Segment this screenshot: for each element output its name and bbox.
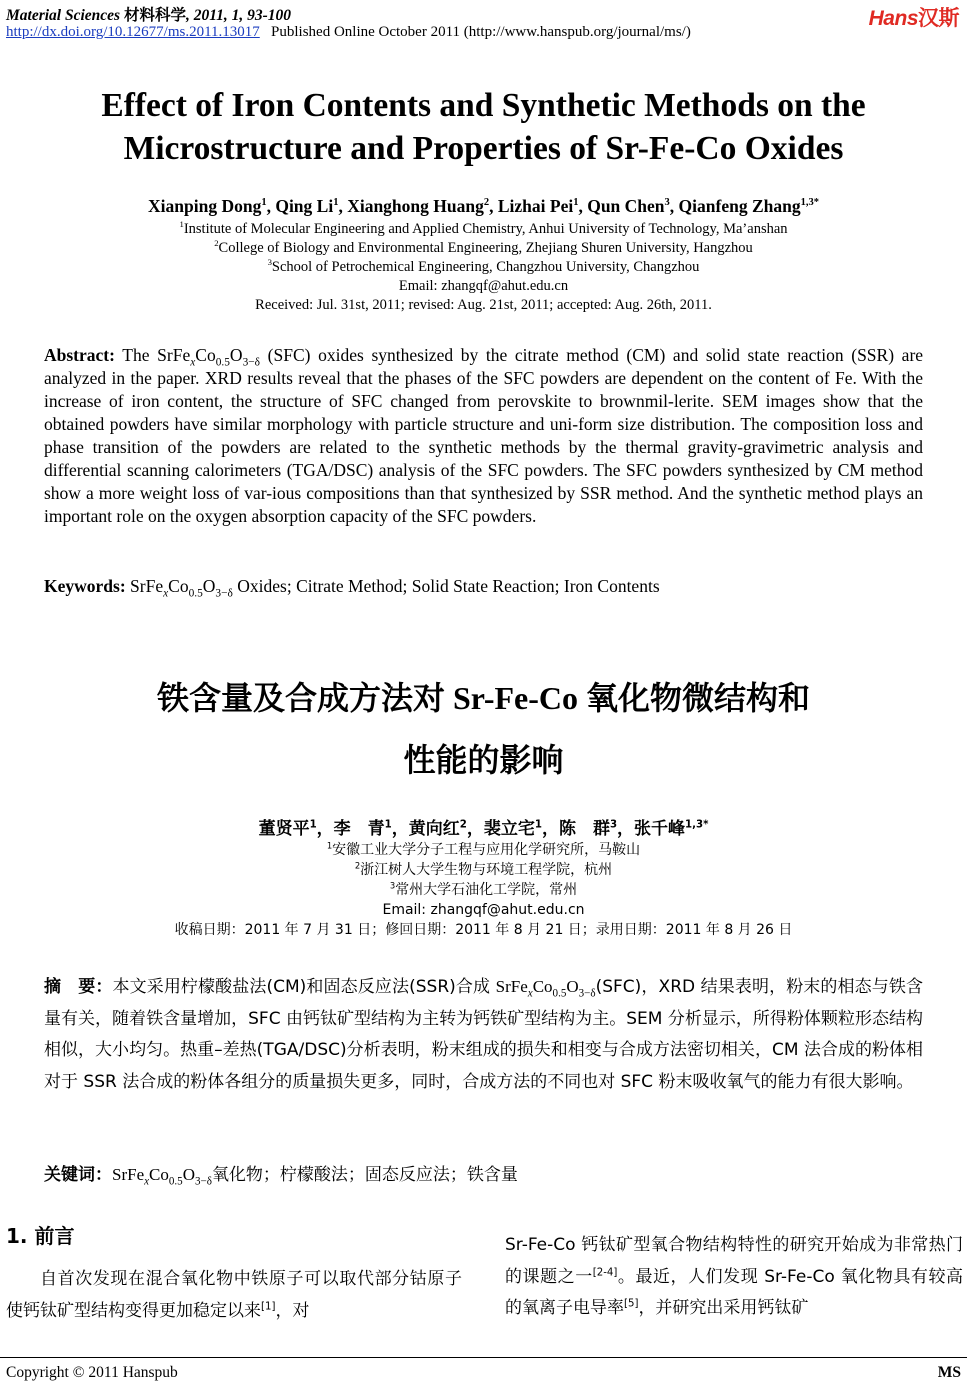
email: Email: zhangqf@ahut.edu.cn (398, 278, 569, 294)
copyright: Copyright © 2011 Hanspub (6, 1364, 178, 1381)
abstract-en: Abstract: The $SrFe_xCo_{0.5}O_{3-\delta}$ (SFC) oxides synthesized by the citrate method (CM) and solid state reaction (SSR) are analyzed in the paper. XRD results reveal that the phases of the SFC powders are dependent on the content of Fe. With the increase of iron content, the structure of SFC changed from perovskite to brownmil-lerite. SEM images show that the obtained powders have similar morphology with particle structure and uni-form size distribution. The composition loss and phase transition of the powders are related to the synthetic methods by the thermal gravity-gravimetric analysis and differential scanning calorimeters (TGA/DSC) analysis of the SFC powders. The SFC powders synthesized by CM method show a more weight loss of var-ious compositions than that synthesized by SSR method. And the synthetic method plays an important role on the oxygen absorption capacity of the SFC powders. (44, 345, 924, 526)
abstract-label: 摘 要： (44, 977, 113, 997)
author: 李 青$^1$， (333, 819, 409, 839)
journal-citation (6, 3, 291, 25)
keywords-en: Keywords: $SrFe_xCo_{0.5}O_{3-\delta}$ Oxides; Citrate Method; Solid State Reaction; Iron Contents (44, 576, 660, 600)
author: Xianghong Huang$^2$, (347, 196, 498, 216)
keywords-cn: 关键词：$SrFe_xCo_{0.5}O_{3-\delta}$氧化物；柠檬酸法；固态反应法；铁含量 (44, 1165, 518, 1188)
authors-cn (0, 814, 967, 839)
author: 陈 群$^3$， (558, 819, 635, 839)
author: Xianping Dong$^1$, (148, 196, 276, 216)
journal-abbreviation: MS (937, 1364, 961, 1381)
received-dates: Received: Jul. 31st, 2011; revised: Aug. 21st, 2011; accepted: Aug. 26th, 2011. (255, 297, 712, 313)
author: Lizhai Pei$^1$, (497, 196, 588, 216)
email: Email: zhangqf@ahut.edu.cn (382, 902, 585, 918)
journal-volume: , 2011, 1, 93-100 (185, 7, 292, 24)
title-en-line-1: Effect of Iron Contents and Synthetic Methods on the (101, 87, 866, 124)
abstract-label: Abstract: (44, 345, 115, 365)
title-en-line-2: Microstructure and Properties of Sr-Fe-Co Oxides (123, 130, 844, 167)
affiliation: $^2$浙江树人大学生物与环境工程学院，杭州 (354, 860, 613, 878)
journal-name: Material Sciences (6, 7, 121, 24)
affiliations-cn (0, 840, 967, 940)
doi-line (6, 24, 691, 41)
published-info: Published Online October 2011 (http://www.hanspub.org/journal/ms/) (271, 24, 691, 40)
section-heading: 1. 前言 (6, 1224, 75, 1248)
author: 董贤平$^1$， (258, 819, 334, 839)
formula: $SrFe_xCo_{0.5}O_{3-\delta}$ (495, 977, 596, 1000)
footer-divider (0, 1357, 967, 1358)
received-dates: 收稿日期：2011 年 7 月 31 日；修回日期：2011 年 8 月 21 日；录用日期：2011 年 8 月 26 日 (174, 922, 793, 938)
author: 张千峰$^{1,3*}$ (634, 819, 709, 839)
author: 黄向红$^2$， (408, 819, 484, 839)
formula: $SrFe_xCo_{0.5}O_{3-\delta}$ (112, 1165, 212, 1188)
formula: $SrFe_xCo_{0.5}O_{3-\delta}$ (157, 345, 261, 369)
title-cn-line-2: 性能的影响 (403, 741, 564, 779)
affiliation: $^3$School of Petrochemical Engineering, Changzhou University, Changzhou (267, 257, 700, 275)
logo-cn: 汉斯 (918, 6, 959, 30)
keywords-label: Keywords: (44, 576, 126, 596)
journal-name-cn: 材料科学 (123, 7, 186, 24)
citation-ref: [1] (261, 1300, 276, 1312)
paper-title-en (0, 84, 967, 170)
publisher-logo (869, 2, 959, 32)
citation-ref: [2-4] (592, 1266, 618, 1278)
authors-en (0, 196, 967, 217)
doi-link[interactable]: http://dx.doi.org/10.12677/ms.2011.13017 (6, 24, 260, 40)
affiliation: $^1$Institute of Molecular Engineering and Applied Chemistry, Anhui University of Technology, Ma’anshan (179, 219, 788, 237)
keywords-label: 关键词： (44, 1165, 112, 1185)
author: Qing Li$^1$, (275, 196, 348, 216)
logo-latin: Hans (868, 7, 918, 30)
author: 裴立宅$^1$， (483, 819, 559, 839)
affiliations-en (0, 220, 967, 315)
formula: $SrFe_xCo_{0.5}O_{3-\delta}$ (130, 576, 233, 600)
author: Qianfeng Zhang$^{1,3*}$ (678, 196, 819, 216)
intro-left-column: 自首次发现在混合氧化物中铁原子可以取代部分钴原子使钙钛矿型结构变得更加稳定以来[1]，对 (6, 1269, 462, 1321)
citation-ref: [5] (624, 1298, 639, 1310)
affiliation: $^1$安徽工业大学分子工程与应用化学研究所，马鞍山 (326, 840, 641, 858)
intro-right-column: Sr-Fe-Co 钙钛矿型氧合物结构特性的研究开始成为非常热门的课题之一[2-4]。最近，人们发现 Sr-Fe-Co 氧化物具有较高的氧离子电导率[5]，并研究出采用钙钛矿 (505, 1235, 963, 1318)
abstract-cn: 摘 要：本文采用柠檬酸盐法(CM)和固态反应法(SSR)合成 $SrFe_xCo_{0.5}O_{3-\delta}(SFC)$，XRD 结果表明，粉末的相态与铁含量有关，随着铁含量增加，SFC 由钙钛矿型结构为主转为钙铁矿型结构为主。SEM 分析显示，所得粉体颗粒形态结构相似，大小均匀。热重–差热(TGA/DSC)分析表明，粉末组成的损失和相变与合成方法密切相关，CM 法合成的粉体相对于 SSR 法合成的粉体各组分的质量损失更多，同时，合成方法的不同也对 SFC 粉末吸收氧气的能力有很大影响。 (44, 977, 924, 1092)
paper-title-cn (0, 667, 967, 791)
affiliation: $^2$College of Biology and Environmental Engineering, Zhejiang Shuren University, Hangzhou (214, 238, 753, 256)
affiliation: $^3$常州大学石油化工学院，常州 (389, 880, 578, 898)
title-cn-line-1: 铁含量及合成方法对 Sr-Fe-Co 氧化物微结构和 (156, 679, 810, 717)
author: Qun Chen$^3$, (587, 196, 679, 216)
